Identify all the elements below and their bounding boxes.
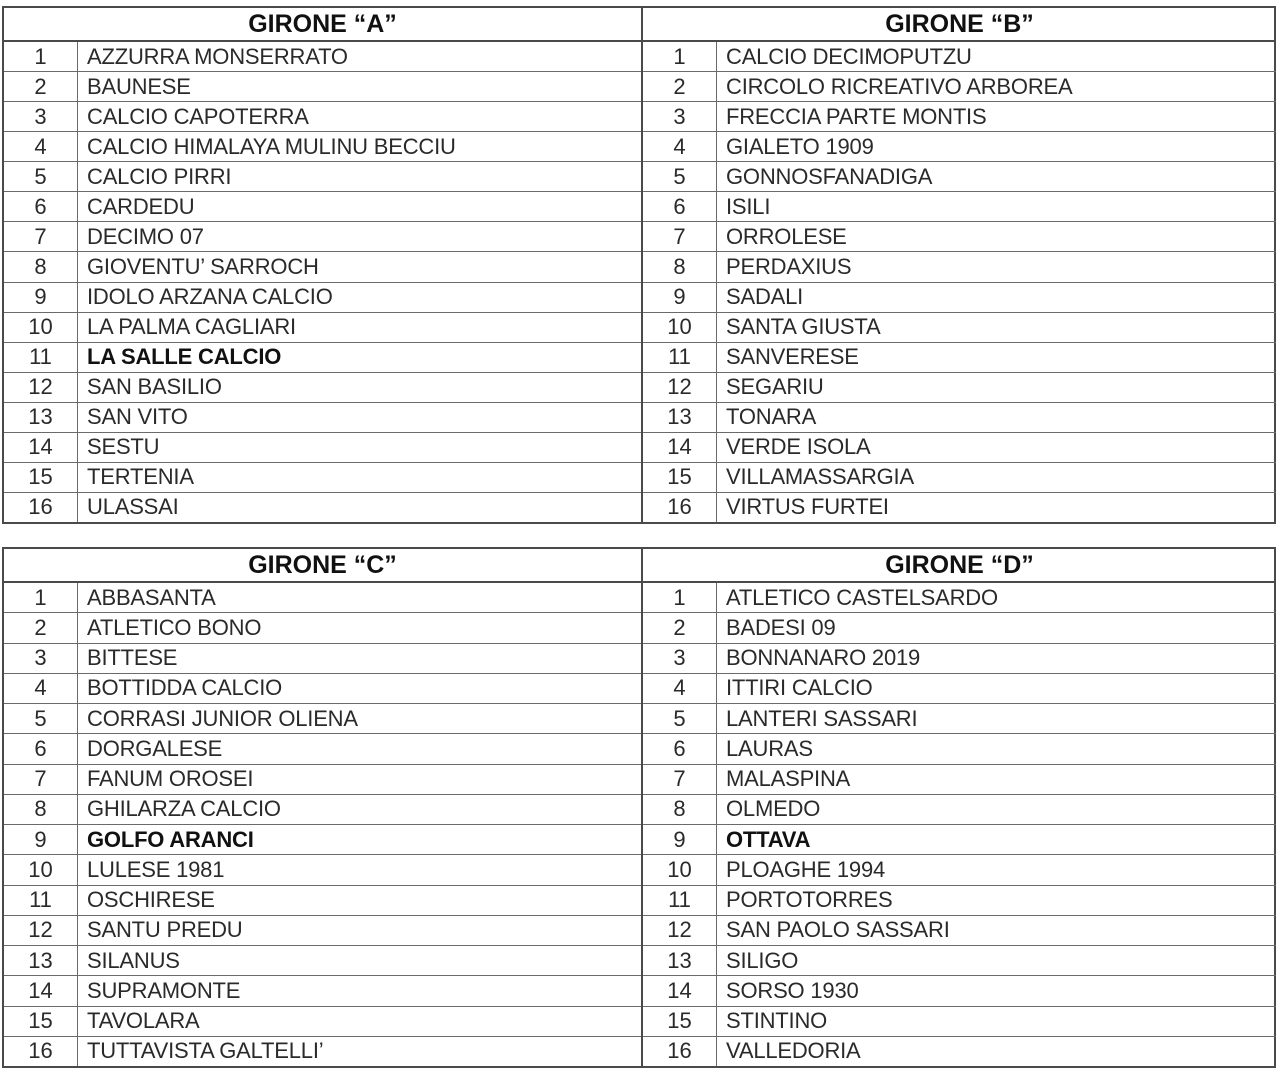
team-number: 9 xyxy=(643,283,717,312)
team-row xyxy=(4,976,641,1006)
team-number: 1 xyxy=(4,42,78,71)
team-number: 5 xyxy=(4,162,78,191)
team-number: 4 xyxy=(643,132,717,161)
team-name: VIRTUS FURTEI xyxy=(726,494,889,520)
team-name: ATLETICO BONO xyxy=(87,614,262,640)
groups-table-bottom xyxy=(2,547,1276,1068)
team-number: 12 xyxy=(4,373,78,402)
team-number: 9 xyxy=(4,283,78,312)
team-name: TAVOLARA xyxy=(87,1008,200,1034)
team-row xyxy=(643,162,1276,192)
team-name: FANUM OROSEI xyxy=(87,766,254,792)
team-name: SEGARIU xyxy=(726,374,824,400)
team-name: TONARA xyxy=(726,404,817,430)
team-number: 13 xyxy=(643,946,717,975)
team-name: DORGALESE xyxy=(87,735,223,761)
team-number: 8 xyxy=(643,252,717,281)
team-row xyxy=(643,373,1276,403)
team-number: 3 xyxy=(4,102,78,131)
team-number: 14 xyxy=(643,976,717,1005)
team-number: 14 xyxy=(4,433,78,462)
team-row xyxy=(4,132,641,162)
group-b-team-list xyxy=(643,42,1276,522)
group-b xyxy=(641,8,1276,522)
team-row xyxy=(4,613,641,643)
team-name: BAUNESE xyxy=(87,73,191,99)
team-number: 14 xyxy=(643,433,717,462)
team-number: 7 xyxy=(643,765,717,794)
team-row xyxy=(4,102,641,132)
team-row xyxy=(4,162,641,192)
group-d xyxy=(641,549,1276,1066)
team-row xyxy=(643,704,1276,734)
team-number: 2 xyxy=(4,72,78,101)
team-number: 11 xyxy=(4,886,78,915)
team-number: 8 xyxy=(4,252,78,281)
team-number: 4 xyxy=(643,674,717,703)
team-row xyxy=(4,795,641,825)
team-name: PLOAGHE 1994 xyxy=(726,856,886,882)
team-number: 13 xyxy=(4,403,78,432)
team-name: ULASSAI xyxy=(87,494,179,520)
team-row xyxy=(4,463,641,493)
team-number: 5 xyxy=(4,704,78,733)
team-name: SORSO 1930 xyxy=(726,977,859,1003)
group-d-team-list xyxy=(643,583,1276,1066)
team-name: CALCIO HIMALAYA MULINU BECCIU xyxy=(87,133,456,159)
group-a-title: GIRONE “A” xyxy=(4,8,641,42)
team-number: 9 xyxy=(4,825,78,854)
team-row xyxy=(4,734,641,764)
team-name: STINTINO xyxy=(726,1008,828,1034)
team-name: TUTTAVISTA GALTELLI’ xyxy=(87,1038,324,1064)
group-c-title: GIRONE “C” xyxy=(4,549,641,583)
team-number: 15 xyxy=(643,1007,717,1036)
team-number: 16 xyxy=(643,1037,717,1066)
team-name: GIOVENTU’ SARROCH xyxy=(87,253,319,279)
team-number: 7 xyxy=(4,222,78,251)
team-number: 2 xyxy=(4,613,78,642)
team-row xyxy=(4,192,641,222)
team-row xyxy=(643,583,1276,613)
team-number: 10 xyxy=(4,855,78,884)
group-a xyxy=(4,8,641,522)
team-name: BADESI 09 xyxy=(726,614,836,640)
team-row xyxy=(643,132,1276,162)
team-number: 12 xyxy=(643,373,717,402)
team-name: SAN BASILIO xyxy=(87,374,222,400)
team-name: SAN VITO xyxy=(87,404,188,430)
team-row xyxy=(643,855,1276,885)
team-name: SANVERESE xyxy=(726,344,859,370)
team-row xyxy=(643,734,1276,764)
team-name: GOLFO ARANCI xyxy=(87,826,254,852)
team-row xyxy=(643,42,1276,72)
team-row xyxy=(4,583,641,613)
team-name: BONNANARO 2019 xyxy=(726,645,921,671)
team-number: 9 xyxy=(643,825,717,854)
team-row xyxy=(4,825,641,855)
team-row xyxy=(4,1007,641,1037)
team-number: 4 xyxy=(4,132,78,161)
team-number: 10 xyxy=(643,313,717,342)
team-name: CALCIO CAPOTERRA xyxy=(87,103,309,129)
team-row xyxy=(643,72,1276,102)
team-number: 8 xyxy=(643,795,717,824)
team-name: CARDEDU xyxy=(87,193,195,219)
team-row xyxy=(4,373,641,403)
team-name: PERDAXIUS xyxy=(726,253,852,279)
team-row xyxy=(643,1007,1276,1037)
team-number: 11 xyxy=(4,343,78,372)
team-number: 14 xyxy=(4,976,78,1005)
team-name: DECIMO 07 xyxy=(87,223,204,249)
team-name: BOTTIDDA CALCIO xyxy=(87,675,283,701)
team-name: MALASPINA xyxy=(726,766,851,792)
team-row xyxy=(4,946,641,976)
team-name: LA SALLE CALCIO xyxy=(87,344,282,370)
team-number: 13 xyxy=(4,946,78,975)
team-row xyxy=(4,313,641,343)
team-name: ATLETICO CASTELSARDO xyxy=(726,584,998,610)
team-row xyxy=(643,946,1276,976)
team-name: CIRCOLO RICREATIVO ARBOREA xyxy=(726,73,1073,99)
team-number: 16 xyxy=(4,1037,78,1066)
team-name: ORROLESE xyxy=(726,223,847,249)
team-row xyxy=(643,916,1276,946)
team-row xyxy=(4,433,641,463)
team-row xyxy=(4,674,641,704)
team-row xyxy=(4,855,641,885)
team-name: LULESE 1981 xyxy=(87,856,225,882)
team-number: 13 xyxy=(643,403,717,432)
team-name: VILLAMASSARGIA xyxy=(726,464,914,490)
team-row xyxy=(643,976,1276,1006)
team-row xyxy=(643,313,1276,343)
team-name: GIALETO 1909 xyxy=(726,133,874,159)
team-row xyxy=(643,674,1276,704)
team-number: 4 xyxy=(4,674,78,703)
team-row xyxy=(4,222,641,252)
team-number: 1 xyxy=(643,42,717,71)
team-row xyxy=(4,42,641,72)
group-c-team-list xyxy=(4,583,641,1066)
team-row xyxy=(643,1037,1276,1066)
team-number: 1 xyxy=(643,583,717,612)
team-row xyxy=(643,886,1276,916)
team-name: CALCIO DECIMOPUTZU xyxy=(726,43,972,69)
team-name: VALLEDORIA xyxy=(726,1038,861,1064)
team-row xyxy=(643,343,1276,373)
team-name: PORTOTORRES xyxy=(726,887,893,913)
team-row xyxy=(4,343,641,373)
team-number: 5 xyxy=(643,162,717,191)
team-row xyxy=(643,102,1276,132)
team-row xyxy=(643,463,1276,493)
group-a-team-list xyxy=(4,42,641,522)
team-row xyxy=(643,222,1276,252)
team-number: 11 xyxy=(643,886,717,915)
team-name: CORRASI JUNIOR OLIENA xyxy=(87,705,358,731)
team-row xyxy=(643,283,1276,313)
team-number: 8 xyxy=(4,795,78,824)
team-name: SILANUS xyxy=(87,947,180,973)
team-row xyxy=(643,795,1276,825)
team-name: OSCHIRESE xyxy=(87,887,215,913)
team-name: LA PALMA CAGLIARI xyxy=(87,314,296,340)
team-row xyxy=(4,283,641,313)
groups-table-top xyxy=(2,6,1276,524)
team-name: ISILI xyxy=(726,193,771,219)
team-number: 15 xyxy=(4,1007,78,1036)
team-number: 6 xyxy=(643,192,717,221)
team-number: 10 xyxy=(643,855,717,884)
team-row xyxy=(4,916,641,946)
team-number: 6 xyxy=(4,192,78,221)
team-name: FRECCIA PARTE MONTIS xyxy=(726,103,987,129)
team-name: SILIGO xyxy=(726,947,799,973)
team-name: LAURAS xyxy=(726,735,813,761)
team-row xyxy=(4,403,641,433)
team-number: 7 xyxy=(643,222,717,251)
team-name: SESTU xyxy=(87,434,160,460)
team-number: 3 xyxy=(643,644,717,673)
team-number: 2 xyxy=(643,72,717,101)
team-name: SUPRAMONTE xyxy=(87,977,241,1003)
team-row xyxy=(4,704,641,734)
team-name: GONNOSFANADIGA xyxy=(726,163,933,189)
team-name: OLMEDO xyxy=(726,796,821,822)
group-b-title: GIRONE “B” xyxy=(643,8,1276,42)
team-name: SANTA GIUSTA xyxy=(726,314,881,340)
team-name: ITTIRI CALCIO xyxy=(726,675,873,701)
team-name: CALCIO PIRRI xyxy=(87,163,232,189)
team-row xyxy=(4,1037,641,1066)
team-name: BITTESE xyxy=(87,645,178,671)
team-name: AZZURRA MONSERRATO xyxy=(87,43,348,69)
team-number: 15 xyxy=(4,463,78,492)
team-row xyxy=(643,192,1276,222)
team-name: TERTENIA xyxy=(87,464,194,490)
team-name: SANTU PREDU xyxy=(87,917,243,943)
team-number: 2 xyxy=(643,613,717,642)
team-number: 15 xyxy=(643,463,717,492)
team-name: SAN PAOLO SASSARI xyxy=(726,917,950,943)
team-row xyxy=(643,493,1276,522)
team-name: SADALI xyxy=(726,284,804,310)
team-number: 11 xyxy=(643,343,717,372)
team-row xyxy=(643,644,1276,674)
team-number: 12 xyxy=(643,916,717,945)
team-number: 6 xyxy=(4,734,78,763)
team-row xyxy=(643,403,1276,433)
team-number: 10 xyxy=(4,313,78,342)
team-row xyxy=(4,252,641,282)
team-name: GHILARZA CALCIO xyxy=(87,796,281,822)
team-row xyxy=(643,613,1276,643)
team-number: 6 xyxy=(643,734,717,763)
team-number: 3 xyxy=(4,644,78,673)
team-name: OTTAVA xyxy=(726,826,811,852)
group-c xyxy=(4,549,641,1066)
team-name: LANTERI SASSARI xyxy=(726,705,918,731)
team-number: 12 xyxy=(4,916,78,945)
team-row xyxy=(4,886,641,916)
team-row xyxy=(4,493,641,522)
team-number: 16 xyxy=(4,493,78,522)
team-row xyxy=(643,433,1276,463)
team-row xyxy=(4,644,641,674)
team-row xyxy=(4,72,641,102)
team-row xyxy=(643,765,1276,795)
team-row xyxy=(4,765,641,795)
team-row xyxy=(643,825,1276,855)
team-row xyxy=(643,252,1276,282)
group-d-title: GIRONE “D” xyxy=(643,549,1276,583)
team-number: 16 xyxy=(643,493,717,522)
team-number: 5 xyxy=(643,704,717,733)
team-number: 7 xyxy=(4,765,78,794)
team-name: VERDE ISOLA xyxy=(726,434,871,460)
team-name: ABBASANTA xyxy=(87,584,216,610)
team-number: 3 xyxy=(643,102,717,131)
team-number: 1 xyxy=(4,583,78,612)
team-name: IDOLO ARZANA CALCIO xyxy=(87,284,333,310)
